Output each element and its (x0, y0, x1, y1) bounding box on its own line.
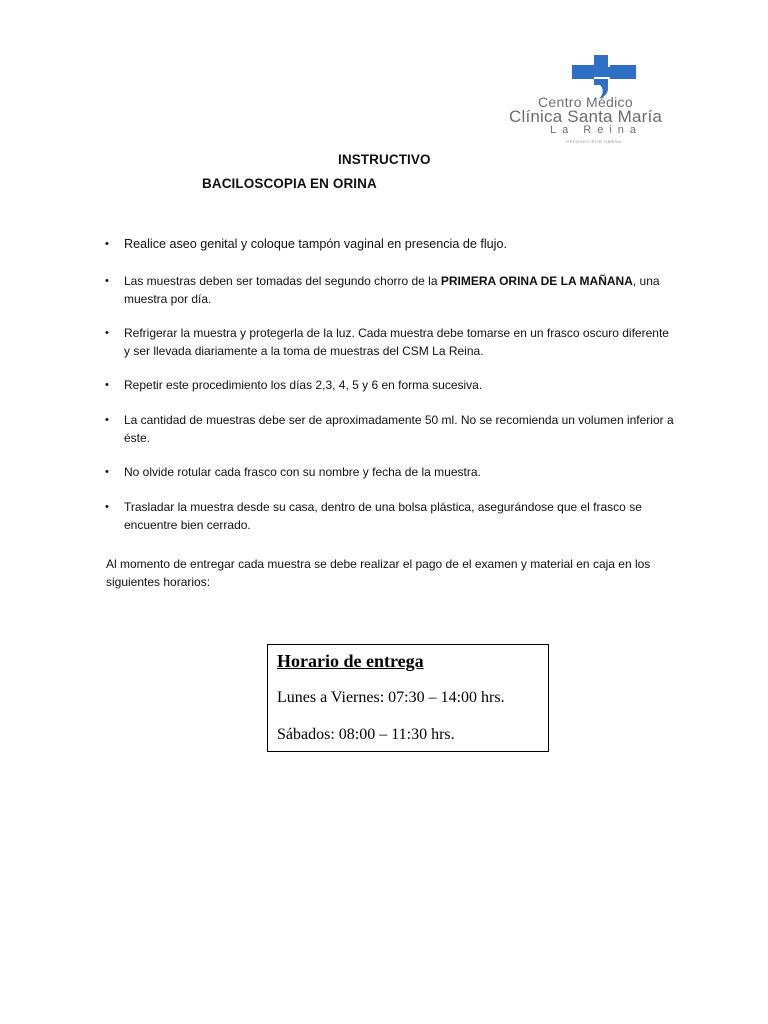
bullet-icon: • (105, 238, 109, 250)
bullet-icon: • (105, 414, 109, 426)
list-item-text: No olvide rotular cada frasco con su nombre y fecha de la muestra. (124, 465, 481, 479)
logo-text-la-reina: La Reina (550, 124, 643, 136)
document-subtitle: BACILOSCOPIA EN ORINA (202, 176, 377, 191)
list-item (105, 498, 675, 534)
bullet-icon: • (105, 379, 109, 391)
payment-paragraph: Al momento de entregar cada muestra se debe realizar el pago de el examen y material en caja en los siguientes horarios: (106, 557, 651, 589)
list-item (105, 324, 675, 360)
list-item (105, 463, 675, 481)
schedule-title: Horario de entrega (277, 651, 424, 671)
list-item-text: Realice aseo genital y coloque tampón vaginal en presencia de flujo. (124, 237, 507, 251)
list-item-text-prefix: Las muestras deben ser tomadas del segundo chorro de la (124, 274, 441, 288)
bullet-icon: • (105, 275, 109, 287)
logo-text-clinic-name: Clínica Santa María (509, 107, 663, 126)
bullet-icon: • (105, 501, 109, 513)
list-item-text (124, 272, 675, 308)
list-item-text: Repetir este procedimiento los días 2,3, 4, 5 y 6 en forma sucesiva. (124, 378, 483, 392)
bullet-icon: • (105, 466, 109, 478)
list-item (105, 376, 675, 394)
schedule-row-saturday: Sábados: 08:00 – 11:30 hrs. (277, 726, 455, 743)
list-item (105, 235, 675, 253)
schedule-row-weekdays: Lunes a Viernes: 07:30 – 14:00 hrs. (277, 689, 505, 706)
list-item (105, 272, 675, 308)
list-item-text: Trasladar la muestra desde su casa, dentro de una bolsa plástica, asegurándose que el frasco se encuentre bien cerrado. (124, 500, 642, 532)
logo-text-operator: OPERADO POR OMESA (566, 139, 622, 144)
clinic-logo (500, 52, 710, 146)
medical-cross-logo-icon (572, 55, 636, 99)
list-item-text-suffix: , una muestra por día. (124, 274, 660, 306)
document-title: INSTRUCTIVO (338, 152, 431, 167)
logo-text-centro-medico: Centro Médico (538, 94, 633, 110)
list-item-emphasis: PRIMERA ORINA DE LA MAÑANA (440, 274, 633, 288)
list-item-text: La cantidad de muestras debe ser de aproximadamente 50 ml. No se recomienda un volumen inferior a éste. (124, 413, 674, 445)
list-item-text: Refrigerar la muestra y protegerla de la luz. Cada muestra debe tomarse en un frasco oscuro diferente y ser llevada diariamente a la toma de muestras del CSM La Reina. (124, 326, 669, 358)
list-item (105, 411, 675, 447)
schedule-box (267, 644, 549, 752)
bullet-icon: • (105, 327, 109, 339)
